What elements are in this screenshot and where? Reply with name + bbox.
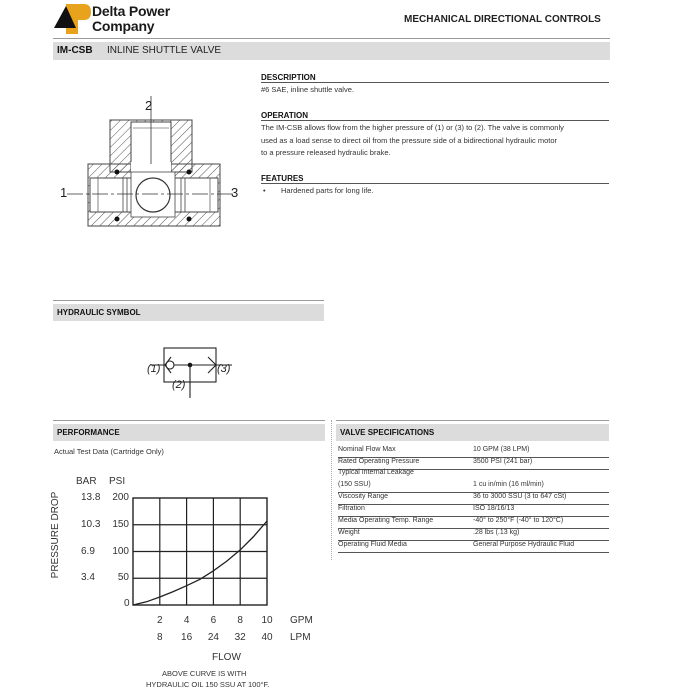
x-tick-label-lpm: 32 [234,632,246,643]
company-name [92,4,170,34]
y-tick-label-psi: 150 [112,518,129,530]
spec-value: -40° to 250°F (-40° to 120°C) [473,517,564,524]
y-tick-label-psi: 50 [117,572,129,584]
spec-key: Typical Internal Leakage [338,469,414,476]
company-name-line1: Delta Power [92,3,170,19]
y-unit-psi: PSI [109,476,126,487]
pressure-drop-curve [133,521,267,605]
bullet: • [263,186,266,195]
spec-key: Nominal Flow Max [338,446,396,453]
spec-row [338,481,609,493]
features-section [261,174,611,198]
x-tick-label-lpm: 16 [181,632,193,643]
product-code: IM-CSB [57,45,93,56]
spec-row [338,469,609,480]
operation-heading: OPERATION [261,111,609,121]
x-tick-label-lpm: 24 [207,632,219,643]
x-tick-label-gpm: 4 [183,615,190,626]
hydraulic-symbol-heading: HYDRAULIC SYMBOL [57,308,141,317]
spec-row [338,541,609,553]
company-name-line2: Company [92,18,155,34]
y-tick-label-bar: 3.4 [81,572,95,584]
shuttle-ball [136,178,170,212]
y-tick-label-bar: 13.8 [81,492,101,503]
features-heading: FEATURES [261,174,609,184]
spec-row [338,517,609,529]
operation-line: to a pressure released hydraulic brake. [261,148,391,157]
y-tick-label-psi: 100 [112,545,129,557]
port-label-2: 2 [145,98,153,113]
spec-key: Media Operating Temp. Range [338,517,434,524]
spec-value: 1 cu in/min (16 ml/min) [473,481,544,488]
x-tick-label-gpm: 10 [261,615,273,626]
hydraulic-symbol-bar [53,304,324,321]
description-text: #6 SAE, inline shuttle valve. [261,85,354,94]
x-tick-label-gpm: 6 [210,615,217,626]
spec-key: Filtration [338,505,365,512]
x-tick-label-lpm: 8 [157,632,163,643]
y-tick-label-bar: 6.9 [81,545,95,557]
x-unit-lpm: LPM [290,632,311,643]
spec-row [338,529,609,541]
spec-value: 36 to 3000 SSU (3 to 647 cSt) [473,493,567,500]
performance-heading: PERFORMANCE [57,428,120,437]
y-unit-bar: BAR [76,476,97,487]
chart-note-line1: ABOVE CURVE IS WITH [162,669,247,678]
performance-bar [53,424,325,441]
x-tick-label-gpm: 2 [157,615,163,626]
spec-value: 3500 PSI (241 bar) [473,458,533,465]
hydraulic-symbol-rule [53,300,324,301]
y-tick-label-psi: 200 [112,492,129,503]
spec-key: Operating Fluid Media [338,541,407,548]
product-title-bar [53,42,610,60]
y-axis-title: PRESSURE DROP [50,491,61,579]
specs-bar [336,424,609,441]
port-label-1: 1 [60,185,68,200]
x-axis-title: FLOW [212,652,241,663]
y-tick-label-zero: 0 [124,598,130,609]
x-unit-gpm: GPM [290,615,313,626]
symbol-port-label-1: (1) [147,363,161,375]
spec-value: General Purpose Hydraulic Fluid [473,541,575,548]
specs-rule [336,420,609,421]
port-label-3: 3 [231,185,239,200]
x-tick-label-gpm: 8 [237,615,243,626]
x-tick-label-lpm: 40 [261,632,273,643]
feature-text: Hardened parts for long life. [281,186,374,195]
spec-key: Rated Operating Pressure [338,458,420,465]
document-category: MECHANICAL DIRECTIONAL CONTROLS [404,14,601,25]
description-heading: DESCRIPTION [261,73,609,83]
description-section [261,73,611,97]
performance-subtitle: Actual Test Data (Cartridge Only) [54,447,164,456]
spec-row [338,446,609,458]
spec-value: ISO 18/16/13 [473,505,515,512]
spec-key: Viscosity Range [338,493,389,500]
spec-row [338,505,609,517]
header-rule [53,38,610,39]
operation-line: used as a load sense to direct oil from the pressure side of a bidirectional hydraulic motor [261,135,557,145]
spec-value: 10 GPM (38 LPM) [473,446,530,453]
spec-value: .28 lbs (.13 kg) [473,529,520,536]
product-name: INLINE SHUTTLE VALVE [107,45,222,56]
chart-note-line2: HYDRAULIC OIL 150 SSU AT 100°F. [146,680,270,689]
feature-item [261,185,611,198]
performance-rule [53,420,325,421]
spec-key: Weight [338,529,360,536]
spec-row [338,493,609,505]
symbol-port-label-2: (2) [172,379,186,391]
symbol-port-label-3: (3) [217,363,231,375]
y-tick-label-bar: 10.3 [81,518,101,530]
specs-heading: VALVE SPECIFICATIONS [340,428,435,437]
spec-key: (150 SSU) [338,481,371,488]
operation-line: The IM-CSB allows flow from the higher pressure of (1) or (3) to (2). The valve is commonly [261,123,564,132]
operation-text [261,122,611,160]
company-logo [54,4,92,34]
operation-section [261,111,611,160]
valve-cross-section-drawing [55,92,255,232]
